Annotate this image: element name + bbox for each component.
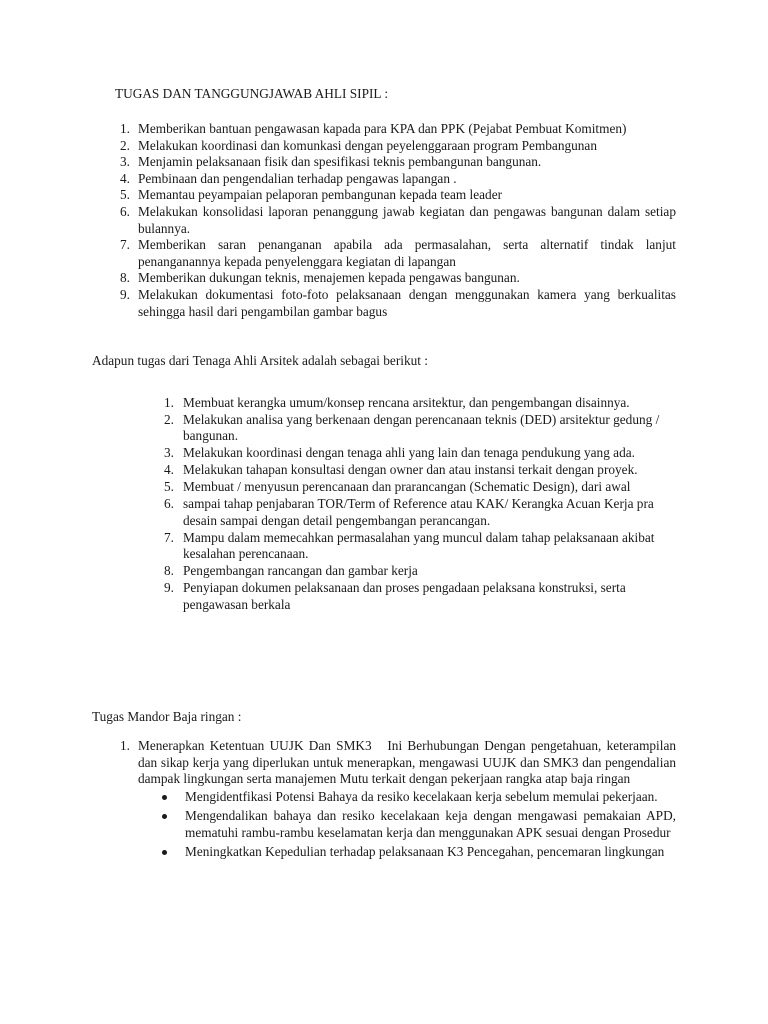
item-text: Melakukan analisa yang berkenaan dengan perencanaan teknis (DED) arsitektur gedung / bangunan. (183, 411, 660, 444)
item-number: 1. (120, 738, 130, 753)
list-item (108, 237, 676, 270)
item-number: 1. (120, 121, 130, 136)
bullet-icon (162, 814, 167, 819)
item-number: 7. (120, 237, 130, 253)
item-number: 3. (120, 154, 130, 170)
item-text: Melakukan dokumentasi foto-foto pelaksanaan dengan menggunakan kamera yang berkualitas sehingga hasil dari pengambilan gambar bagus (138, 286, 676, 319)
item-number: 3. (164, 445, 174, 461)
list-item (108, 287, 676, 320)
item-number: 9. (120, 286, 130, 302)
list-item (108, 187, 676, 204)
list-item (108, 154, 676, 171)
item-text: Memberikan bantuan pengawasan kapada para KPA dan PPK (Pejabat Pembuat Komitmen) (138, 121, 627, 136)
item-text: sampai tahap penjabaran TOR/Term of Reference atau KAK/ Kerangka Acuan Kerja pra desain sampai dengan detail pengembangan perancangan. (183, 496, 654, 528)
item-text: Memberikan dukungan teknis, menajemen kepada pengawas bangunan. (138, 270, 520, 286)
list-item (150, 412, 675, 445)
item-number: 6. (164, 496, 174, 512)
section-title-mandor-baja-ringan: Tugas Mandor Baja ringan : (92, 709, 242, 724)
item-number: 8. (120, 270, 130, 286)
bullet-list (138, 789, 676, 860)
list-item (108, 270, 676, 287)
item-text: Menjamin pelaksanaan fisik dan spesifikasi teknis pembangunan bangunan. (138, 154, 542, 170)
item-number: 9. (164, 579, 174, 595)
list-item (150, 462, 675, 479)
item-text: Memantau peyampaian pelaporan pembangunan kepada team leader (138, 187, 503, 203)
item-text: Mampu dalam memecahkan permasalahan yang muncul dalam tahap pelaksanaan akibat kesalahan perencanaan. (183, 529, 655, 562)
item-text: Penyiapan dokumen pelaksanaan dan proses pengadaan pelaksana konstruksi, serta pengawasan berkala (183, 579, 626, 612)
section-intro-arsitek: Adapun tugas dari Tenaga Ahli Arsitek adalah sebagai berikut : (92, 353, 428, 368)
bullet-icon (162, 795, 167, 800)
section-title-ahli-sipil: TUGAS DAN TANGGUNGJAWAB AHLI SIPIL : (115, 86, 389, 101)
item-number: 8. (164, 563, 174, 579)
item-number: 4. (120, 170, 130, 186)
list-item (150, 496, 675, 529)
list-item (150, 395, 675, 412)
item-number: 1. (164, 395, 174, 410)
item-text: Melakukan tahapan konsultasi dengan owner dan atau instansi terkait dengan proyek. (183, 462, 638, 478)
bullet-text: Meningkatkan Kepedulian terhadap pelaksanaan K3 Pencegahan, pencemaran lingkungan (185, 844, 665, 860)
list-item (150, 563, 675, 580)
item-number: 6. (120, 203, 130, 219)
bullet-text: Mengidentfikasi Potensi Bahaya da resiko kecelakaan kerja sebelum memulai pekerjaan. (185, 789, 658, 805)
item-number: 2. (120, 137, 130, 153)
bullet-text: Mengendalikan bahaya dan resiko kecelakaan keja dengan mengawasi pemakaian APD, mematuhi rambu-rambu keselamatan kerja dan menggunakan APK sesuai dengan Prosedur (185, 808, 676, 840)
item-number: 7. (164, 529, 174, 545)
bullet-icon (162, 850, 167, 855)
item-text: Membuat / menyusun perencanaan dan prarancangan (Schematic Design), dari awal (183, 479, 631, 495)
list-item (108, 204, 676, 237)
item-text: Pembinaan dan pengendalian terhadap pengawas lapangan . (138, 170, 457, 186)
bullet-item (138, 808, 676, 841)
list-mandor-baja-ringan (108, 738, 680, 863)
list-item (108, 738, 680, 861)
bullet-item (138, 789, 676, 806)
item-text: Melakukan koordinasi dan komunkasi dengan peyelenggaraan program Pembangunan (138, 137, 597, 153)
item-number: 5. (120, 187, 130, 203)
bullet-item (138, 844, 676, 861)
list-ahli-sipil (108, 121, 676, 320)
list-item (108, 121, 676, 138)
item-text: Melakukan koordinasi dengan tenaga ahli yang lain dan tenaga pendukung yang ada. (183, 445, 635, 461)
item-text: Memberikan saran penanganan apabila ada permasalahan, serta alternatif tindak lanjut penanganannya kepada penyelenggara kegiatan di lapangan (138, 237, 676, 269)
list-item (108, 171, 676, 188)
list-ahli-arsitek (150, 395, 675, 613)
item-number: 2. (164, 411, 174, 427)
item-number: 4. (164, 462, 174, 478)
item-text: Menerapkan Ketentuan UUJK Dan SMK3 Ini Berhubungan Dengan pengetahuan, keterampilan dan sikap kerja yang diperlukan untuk menerapkan, mengawasi UUJK dan SMK3 dan pengendalian dampak lingkungan serta manajemen Mutu terkait dengan pekerjaan rangka atap baja ringan (138, 738, 680, 787)
list-item (150, 479, 675, 496)
item-text: Melakukan konsolidasi laporan penanggung jawab kegiatan dan pengawas bangunan dalam setiap bulannya. (138, 203, 676, 236)
item-number: 5. (164, 479, 174, 495)
list-item (150, 530, 675, 563)
list-item (150, 445, 675, 462)
item-text: Membuat kerangka umum/konsep rencana arsitektur, dan pengembangan disainnya. (183, 395, 630, 410)
list-item (150, 580, 675, 613)
list-item (108, 138, 676, 155)
item-text: Pengembangan rancangan dan gambar kerja (183, 563, 418, 579)
